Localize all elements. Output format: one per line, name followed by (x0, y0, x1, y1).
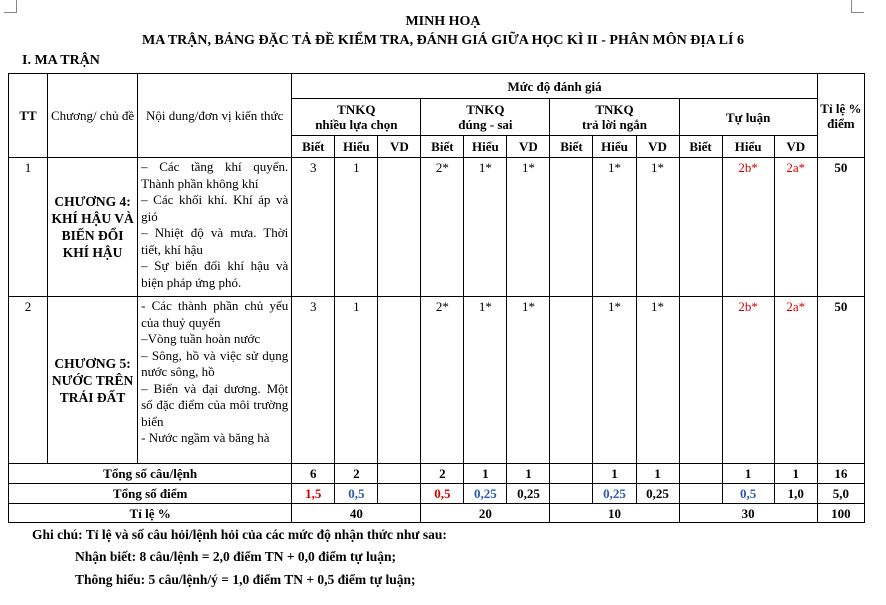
cell (550, 297, 593, 464)
cell: 0,25 (593, 484, 636, 504)
content-item: – Biển và đại dương. Một số đặc điểm của môi trường biển (141, 380, 289, 429)
cell: 3 (292, 297, 335, 464)
cell: 0,5 (335, 484, 378, 504)
cell: 1 (464, 464, 507, 484)
sub-header: Biết (679, 136, 722, 158)
sub-header: Hiểu (593, 136, 636, 158)
row-content (138, 297, 292, 464)
content-item: – Sông, hồ và việc sử dụng nước sông, hồ (141, 347, 289, 379)
sub-header: Hiểu (722, 136, 774, 158)
content-item: – Nhiệt độ và mưa. Thời tiết, khí hậu (141, 225, 289, 257)
cell (378, 464, 421, 484)
percent-label: Tỉ lệ % (9, 504, 292, 523)
percent-group: 30 (679, 504, 817, 523)
cell: 1 (722, 464, 774, 484)
cell: 1 (593, 464, 636, 484)
table-row (9, 158, 865, 297)
cell (550, 484, 593, 504)
table-row (9, 297, 865, 464)
cell (378, 158, 421, 297)
cell: 0,5 (421, 484, 464, 504)
cell: 1 (774, 464, 817, 484)
total-points-label: Tổng số điểm (9, 484, 292, 504)
total-questions-ratio: 16 (817, 464, 864, 484)
header-tt: TT (9, 74, 48, 158)
header-group-short: TNKQ trả lời ngắn (550, 99, 679, 136)
row-chapter: CHƯƠNG 4: KHÍ HẬU VÀ BIẾN ĐỔI KHÍ HẬU (48, 158, 138, 297)
percent-group: 20 (421, 504, 550, 523)
cell (378, 297, 421, 464)
content-item: – Các khối khí. Khí áp và gió (141, 192, 289, 224)
cell: 1,5 (292, 484, 335, 504)
cell: 1* (464, 158, 507, 297)
percent-group: 40 (292, 504, 421, 523)
cell: 2* (421, 158, 464, 297)
cell: 2* (421, 297, 464, 464)
assessment-matrix-table (8, 73, 865, 523)
header-group-mcq: TNKQ nhiều lựa chọn (292, 99, 421, 136)
content-item: - Các thành phần chủ yếu của thuỷ quyển (141, 298, 289, 330)
cell: 1* (593, 158, 636, 297)
header-level: Mức độ đánh giá (292, 74, 818, 99)
percent-group: 10 (550, 504, 679, 523)
cell: 1 (335, 297, 378, 464)
total-points-ratio: 5,0 (817, 484, 864, 504)
cell: 2 (335, 464, 378, 484)
cell: 2a* (774, 297, 817, 464)
header-chapter: Chương/ chủ đề (48, 74, 138, 158)
doc-subtitle: MA TRẬN, BẢNG ĐẶC TẢ ĐỀ KIỂM TRA, ĐÁNH GIÁ GIỮA HỌC KÌ II - PHÂN MÔN ĐỊA LÍ 6 (142, 33, 744, 48)
total-questions-label: Tổng số câu/lệnh (9, 464, 292, 484)
note-line-understand: Thông hiểu: 5 câu/lệnh/ý = 1,0 điểm TN + 0,5 điểm tự luận; (75, 572, 416, 587)
content-item: –Vòng tuần hoàn nước (141, 331, 261, 346)
sub-header: Hiểu (464, 136, 507, 158)
total-questions-row (9, 464, 865, 484)
cell: 0,25 (507, 484, 550, 504)
cell (679, 464, 722, 484)
cell: 6 (292, 464, 335, 484)
sub-header: VD (507, 136, 550, 158)
cell: 0,25 (464, 484, 507, 504)
sub-header: Biết (550, 136, 593, 158)
notes-title: Ghi chú: Tỉ lệ và số câu hỏi/lệnh hỏi của các mức độ nhận thức như sau: (32, 527, 447, 542)
cell (679, 297, 722, 464)
row-ratio: 50 (817, 297, 864, 464)
content-item: - Nước ngầm và băng hà (141, 430, 270, 445)
cell (550, 158, 593, 297)
cell (679, 484, 722, 504)
row-chapter: CHƯƠNG 5: NƯỚC TRÊN TRÁI ĐẤT (48, 297, 138, 464)
cell (378, 484, 421, 504)
cell: 1,0 (774, 484, 817, 504)
cell: 2 (421, 464, 464, 484)
total-points-row (9, 484, 865, 504)
cell: 1* (507, 158, 550, 297)
corner-mark-right (851, 0, 864, 13)
cell: 1* (636, 297, 679, 464)
row-ratio: 50 (817, 158, 864, 297)
content-item: – Các tầng khí quyển. Thành phần không khí (141, 159, 289, 191)
cell: 2b* (722, 297, 774, 464)
sub-header: VD (378, 136, 421, 158)
cell: 3 (292, 158, 335, 297)
doc-title: MINH HOẠ (405, 14, 481, 29)
cell: 1 (636, 464, 679, 484)
sub-header: Biết (421, 136, 464, 158)
percent-row (9, 504, 865, 523)
sub-header: VD (774, 136, 817, 158)
cell (679, 158, 722, 297)
cell: 1* (464, 297, 507, 464)
row-content (138, 158, 292, 297)
cell: 1* (593, 297, 636, 464)
percent-ratio: 100 (817, 504, 864, 523)
cell: 2a* (774, 158, 817, 297)
cell: 1* (507, 297, 550, 464)
header-content: Nội dung/đơn vị kiến thức (138, 74, 292, 158)
cell: 1 (507, 464, 550, 484)
header-group-essay: Tự luận (679, 99, 817, 136)
row-tt: 2 (9, 297, 48, 464)
content-item: – Sự biến đổi khí hậu và biện pháp ứng phó. (141, 258, 289, 290)
sub-header: Biết (292, 136, 335, 158)
header-ratio: Tỉ lệ % điểm (817, 74, 864, 158)
row-tt: 1 (9, 158, 48, 297)
cell: 1* (636, 158, 679, 297)
section-heading: I. MA TRẬN (22, 53, 100, 68)
sub-header: Hiểu (335, 136, 378, 158)
header-group-truefalse: TNKQ đúng - sai (421, 99, 550, 136)
cell (550, 464, 593, 484)
cell: 2b* (722, 158, 774, 297)
cell: 0,25 (636, 484, 679, 504)
cell: 0,5 (722, 484, 774, 504)
cell: 1 (335, 158, 378, 297)
sub-header: VD (636, 136, 679, 158)
note-line-recognize: Nhận biết: 8 câu/lệnh = 2,0 điểm TN + 0,0 điểm tự luận; (75, 549, 397, 564)
corner-mark-left (4, 0, 17, 13)
